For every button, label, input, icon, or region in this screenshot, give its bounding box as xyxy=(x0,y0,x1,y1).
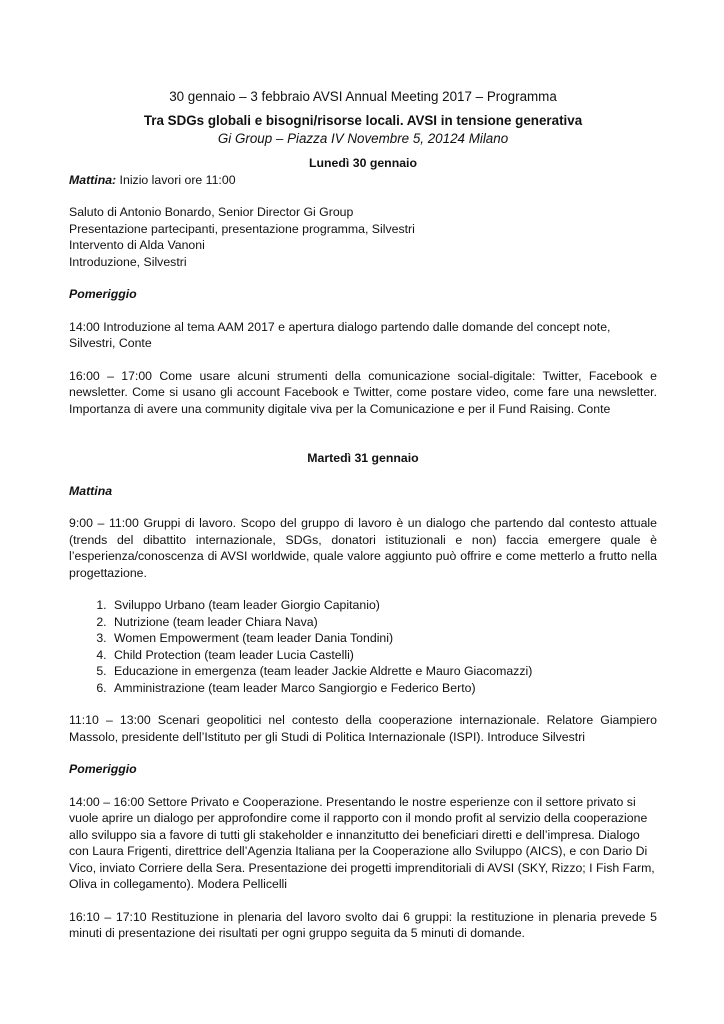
day1-morning-list xyxy=(69,204,657,270)
day1-morning-item: Introduzione, Silvestri xyxy=(69,254,187,269)
working-group-item: 4. Child Protection (team leader Lucia Castelli) xyxy=(110,647,657,664)
program-title: 30 gennaio – 3 febbraio AVSI Annual Meeting 2017 – Programma xyxy=(169,89,557,104)
day2-afternoon-paragraph: 14:00 – 16:00 Settore Privato e Cooperazione. Presentando le nostre esperienze con il settore privato si vuole aprire un dialogo per approfondire come il rapporto con il mondo profit al servizio della cooperazione allo sviluppo sia a favore di tutti gli stakeholder e innanzitutto dei beneficiari diretti e dell’impresa. Dialogo con Laura Frigenti, direttrice dell’Agenzia Italiana per la Cooperazione allo Sviluppo (AICS), e con Dario Di Vico, inviato Corriere della Sera. Presentazione dei progetti imprenditoriali di AVSI (SKY, Rizzo; I Fish Farm, Oliva in collegamento). Modera Pellicelli xyxy=(69,794,655,891)
day1-afternoon-label: Pomeriggio xyxy=(69,287,137,301)
day1-morning-line xyxy=(69,172,657,189)
day1-morning-item: Presentazione partecipanti, presentazione programma, Silvestri xyxy=(69,221,415,236)
day1-morning-item: Intervento di Alda Vanoni xyxy=(69,238,205,252)
day1-morning-start: Inizio lavori ore 11:00 xyxy=(116,172,236,187)
day2-afternoon-paragraph: 16:10 – 17:10 Restituzione in plenaria del lavoro svolto dai 6 gruppi: la restituzione in plenaria prevede 5 minuti di presentazione dei risultati per ogni gruppo seguita da 5 minuti di domande. xyxy=(69,909,657,940)
day1-afternoon-paragraph: 14:00 Introduzione al tema AAM 2017 e apertura dialogo partendo dalle domande del concept note, Silvestri, Conte xyxy=(69,319,611,350)
program-subtitle: Tra SDGs globali e bisogni/risorse locali. AVSI in tensione generativa xyxy=(143,113,583,128)
working-group-item: 2. Nutrizione (team leader Chiara Nava) xyxy=(110,614,657,631)
day2-morning-paragraph: 9:00 – 11:00 Gruppi di lavoro. Scopo del gruppo di lavoro è un dialogo che partendo dal contesto attuale (trends del dibattito internazionale, SDGs, donatori istituzionali e non) faccia emergere quale è l’esperienza/conoscenza di AVSI worldwide, quale valore aggiunto può offrire e come metterlo a frutto nella progettazione. xyxy=(69,516,657,580)
day2-morning-label: Mattina xyxy=(69,483,113,498)
working-group-item: 1. Sviluppo Urbano (team leader Giorgio Capitanio) xyxy=(110,597,657,614)
working-group-item: 3. Women Empowerment (team leader Dania Tondini) xyxy=(110,630,657,647)
venue-line: Gi Group – Piazza IV Novembre 5, 20124 Milano xyxy=(217,131,509,146)
day1-morning-item: Saluto di Antonio Bonardo, Senior Director Gi Group xyxy=(69,205,354,219)
day1-afternoon-paragraph: 16:00 – 17:00 Come usare alcuni strumenti della comunicazione social-digitale: Twitter, Facebook e newsletter. Come si usano gli account Facebook e Twitter, come postare video, come fare una newsletter. Importanza di avere una community digitale viva per la Comunicazione e per il Fund Raising. Conte xyxy=(69,368,657,416)
day2-heading: Martedì 31 gennaio xyxy=(307,451,419,465)
day1-morning-label: Mattina: xyxy=(69,172,117,187)
working-groups-list xyxy=(69,597,657,696)
day1-heading: Lunedì 30 gennaio xyxy=(309,156,417,170)
working-group-item: 5. Educazione in emergenza (team leader Jackie Aldrette e Mauro Giacomazzi) xyxy=(110,663,657,680)
document-body xyxy=(69,88,657,942)
working-group-item: 6. Amministrazione (team leader Marco Sangiorgio e Federico Berto) xyxy=(110,680,657,697)
day2-morning-paragraph: 11:10 – 13:00 Scenari geopolitici nel contesto della cooperazione internazionale. Relatore Giampiero Massolo, presidente dell’Istituto per gli Studi di Politica Internazionale (ISPI). Introduce Silvestri xyxy=(69,713,657,744)
day2-afternoon-label: Pomeriggio xyxy=(69,762,137,776)
